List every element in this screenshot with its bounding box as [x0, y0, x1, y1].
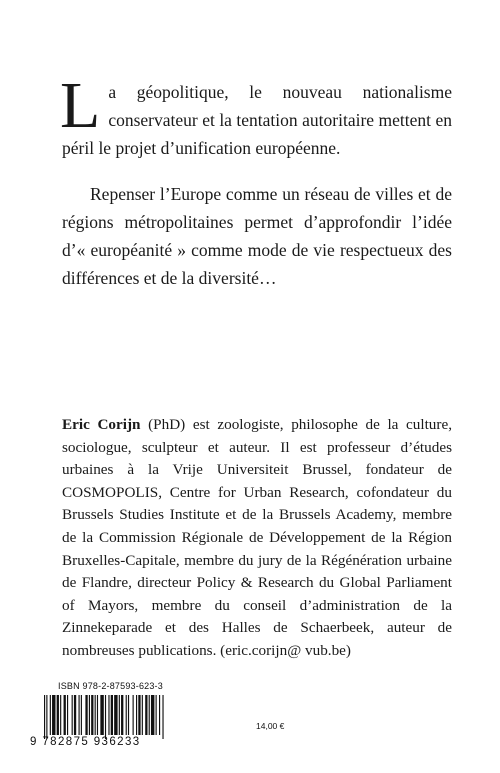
second-paragraph: Repenser l’Europe comme un réseau de villes et de régions métropolitaines permet d’approfondir l’idée d’« européanité » comme mode de vie respectueux des différences et de la diversité…	[62, 184, 452, 288]
barcode-icon	[40, 695, 220, 739]
intro-text: a géopolitique, le nouveau nationalisme conservateur et la tentation autoritaire mettent en péril le projet d’unification européenne.	[62, 82, 452, 158]
author-bio-text: (PhD) est zoologiste, philosophe de la culture, sociologue, sculpteur et auteur. Il est professeur d’études urbaines à la Vrije Universiteit Brussel, fondateur de COSMOPOLIS, Centre for Urban Research, cofondateur du Brussels Studies Institute et de la Brussels Academy, membre de la Commission Régionale de Développement de la Région Bruxelles-Capitale, membre du jury de la Régénération urbaine de Flandre, directeur Policy & Research du Global Parliament of Mayors, membre du conseil d’administration de la Zinnekeparade et des Halles de Schaerbeek, auteur de nombreuses publications. (eric.corijn@ vub.be)	[62, 416, 452, 659]
isbn-label: ISBN 978-2-87593-623-3	[58, 681, 163, 691]
author-name: Eric Corijn	[62, 416, 141, 433]
barcode-block	[30, 681, 230, 751]
price-label: 14,00 €	[256, 721, 285, 731]
barcode-digits: 9 782875 936233	[30, 736, 141, 748]
intro-paragraph	[60, 69, 452, 162]
drop-cap: L	[60, 69, 101, 142]
author-bio	[62, 414, 452, 663]
